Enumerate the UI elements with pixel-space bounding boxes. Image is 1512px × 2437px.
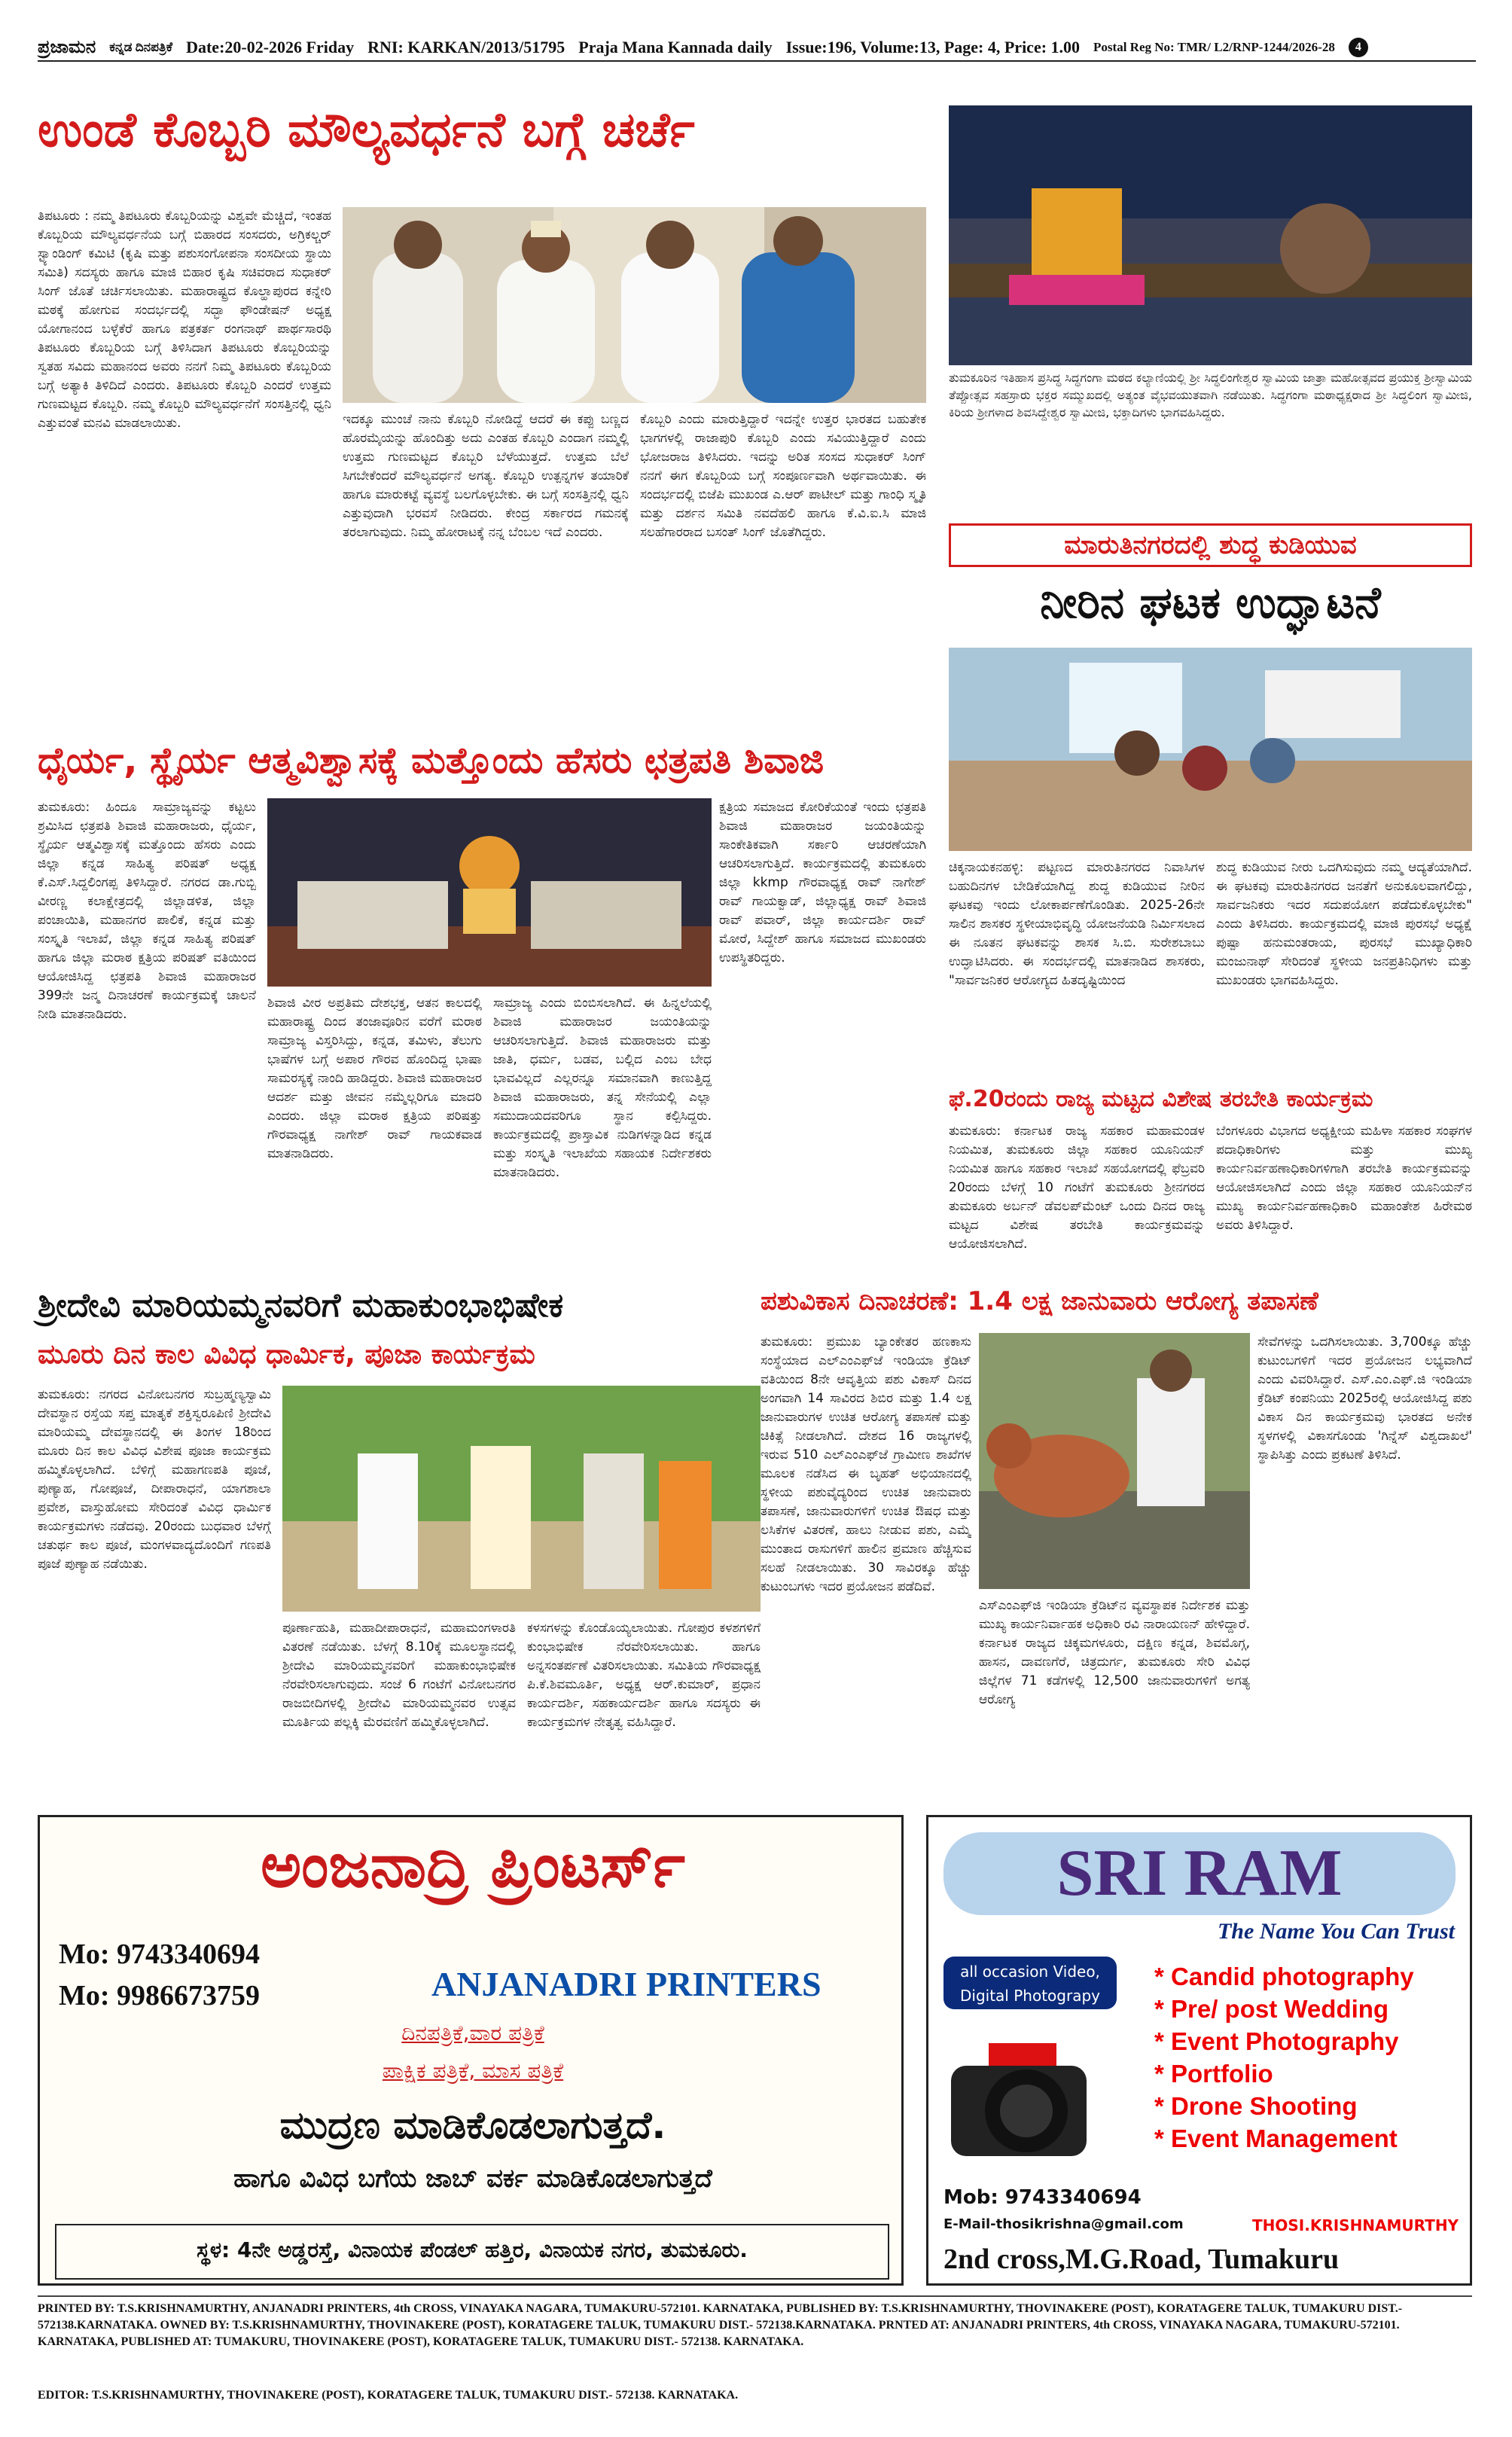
article4-col1: ತುಮಕೂರು: ನಗರದ ವಿನೋಬನಗರ ಸುಬ್ರಹ್ಮಣ್ಯಸ್ವಾಮಿ ದೇವಸ್ಥಾನ ರಸ್ತೆಯ ಸಪ್ತ ಮಾತೃಕೆ ಶಕ್ತಿಸ್ವರೂಪಿಣಿ ಶ್ರೀದೇವಿ ಮಾರಿಯಮ್ಮ ದೇವಸ್ಥಾನದಲ್ಲಿ ಈ ತಿಂಗಳ 18ರಿಂದ ಮೂರು ದಿನ ಕಾಲ ವಿವಿಧ ವಿಶೇಷ ಪೂಜಾ ಕಾರ್ಯಕ್ರಮ ಹಮ್ಮಿಕೊಳ್ಳಲಾಗಿದೆ. ಬೆಳಿಗ್ಗೆ ಮಹಾಗಣಪತಿ ಪೂಜೆ, ಪುಣ್ಯಾಹ, ಗೋಪೂಜೆ, ದೀಪಾರಾಧನೆ, ಯಾಗಶಾಲಾ ಪ್ರವೇಶ, ವಾಸ್ತುಹೋಮ ಸೇರಿದಂತೆ ವಿವಿಧ ಧಾರ್ಮಿಕ ಕಾರ್ಯಕ್ರಮಗಳು ನಡೆದವು. 20ರಂದು ಬುಧವಾರ ಬೆಳಗ್ಗೆ ಚತುರ್ಥ ಕಾಲ ಪೂಜೆ, ಮಂಗಳವಾದ್ಯದೊಂದಿಗೆ ಗಣಪತಿ ಪೂಜೆ ಪುಣ್ಯಾಹ ನಡೆಯಿತು. — [38, 1387, 271, 1572]
article2-sub-col2: ಬೆಂಗಳೂರು ವಿಭಾಗದ ಅಧ್ಯಕ್ಷೀಯ ಮಹಿಳಾ ಸಹಕಾರ ಸಂಘಗಳ ಪದಾಧಿಕಾರಿಗಳು ಮತ್ತು ಮುಖ್ಯ ಕಾರ್ಯನಿರ್ವಹಣಾಧಿಕಾರಿಗಳಿಗಾಗಿ ತರಬೇತಿ ಕಾರ್ಯಕ್ರಮವನ್ನು ಆಯೋಜಿಸಲಾಗಿದೆ ಎಂದು ಜಿಲ್ಲಾ ಸಹಕಾರ ಯೂನಿಯನ್‌ನ ಮುಖ್ಯ ಕಾರ್ಯನಿರ್ವಹಣಾಧಿಕಾರಿ ಮಹಾಂತೇಶ ಹಿರೇಮಠ ಅವರು ತಿಳಿಸಿದ್ದಾರೆ. — [1216, 1124, 1472, 1233]
article5-caption: ಎಸ್‌ಎಂಎಫ್‌ಜಿ ಇಂಡಿಯಾ ಕ್ರೆಡಿಟ್‌ನ ವ್ಯವಸ್ಥಾಪಕ ನಿರ್ದೇಶಕ ಮತ್ತು ಮುಖ್ಯ ಕಾರ್ಯನಿರ್ವಾಹಕ ಅಧಿಕಾರಿ ರವಿ ನಾರಾಯಣನ್ ಹೇಳಿದ್ದಾರೆ. ಕರ್ನಾಟಕ ರಾಜ್ಯದ ಚಿಕ್ಕಮಗಳೂರು, ದಕ್ಷಿಣ ಕನ್ನಡ, ಶಿವಮೊಗ್ಗ, ಹಾಸನ, ದಾವಣಗೆರೆ, ಚಿತ್ರದುರ್ಗ, ತುಮಕೂರು ಸೇರಿ ವಿವಿಧ ಜಿಲ್ಲೆಗಳ 71 ಕಡೆಗಳಲ್ಲಿ 12,500 ಜಾನುವಾರುಗಳಿಗೆ ಅಗತ್ಯ ಆರೋಗ್ಯ — [979, 1598, 1250, 1707]
sri-ram-brand: SRI RAM — [1056, 1837, 1343, 1910]
article5-photo — [979, 1333, 1250, 1589]
sri-ram-banner — [943, 1832, 1456, 1915]
page-number: 4 — [1349, 38, 1368, 57]
ad-address: ಸ್ಥಳ: 4ನೇ ಅಡ್ಡರಸ್ತೆ, ವಿನಾಯಕ ಪೆಂಡಲ್ ಹತ್ತಿರ, ವಿನಾಯಕ ನಗರ, ತುಮಕೂರು. — [197, 2237, 748, 2262]
article3-photo — [267, 798, 712, 987]
paper-logo: ಪ್ರಜಾಮನ — [38, 37, 96, 57]
sri-ram-badge: all occasion Video, Digital Photograpy — [943, 1957, 1117, 2009]
ad-line-4: ಹಾಗೂ ವಿವಿಧ ಬಗೆಯ ಜಾಬ್ ವರ್ಕ ಮಾಡಿಕೊಡಲಾಗುತ್ತದೆ — [233, 2164, 712, 2194]
paper-name: Praja Mana Kannada daily — [578, 38, 773, 56]
article2-photo — [949, 648, 1472, 851]
ad-line-2: ಪಾಕ್ಷಿಕ ಪತ್ರಿಕೆ, ಮಾಸ ಪತ್ರಿಕೆ — [382, 2058, 564, 2083]
article2-kicker: ಮಾರುತಿನಗರದಲ್ಲಿ ಶುದ್ಧ ಕುಡಿಯುವ — [1064, 530, 1357, 560]
service-item: * Portfolio — [1154, 2060, 1273, 2088]
article3-col1: ತುಮಕೂರು: ಹಿಂದೂ ಸಾಮ್ರಾಜ್ಯವನ್ನು ಕಟ್ಟಲು ಶ್ರಮಿಸಿದ ಛತ್ರಪತಿ ಶಿವಾಜಿ ಮಹಾರಾಜರು, ಧೈರ್ಯ, ಸ್ಥೈರ್ಯ ಆತ್ಮವಿಶ್ವಾಸಕ್ಕೆ ಮತ್ತೊಂದು ಹೆಸರು ಎಂದು ಜಿಲ್ಲಾ ಕನ್ನಡ ಸಾಹಿತ್ಯ ಪರಿಷತ್ ಅಧ್ಯಕ್ಷ ಕೆ.ಎಸ್.ಸಿದ್ದಲಿಂಗಪ್ಪ ತಿಳಿಸಿದ್ದಾರೆ. ನಗರದ ಡಾ.ಗುಬ್ಬಿ ವೀರಣ್ಣ ಕಲಾಕ್ಷೇತ್ರದಲ್ಲಿ ಜಿಲ್ಲಾಡಳಿತ, ಜಿಲ್ಲಾ ಪಂಚಾಯಿತಿ, ಮಹಾನಗರ ಪಾಲಿಕೆ, ಕನ್ನಡ ಮತ್ತು ಸಂಸ್ಕೃತಿ ಇಲಾಖೆ, ಜಿಲ್ಲಾ ಕನ್ನಡ ಸಾಹಿತ್ಯ ಪರಿಷತ್ ಹಾಗೂ ಜಿಲ್ಲಾ ಮರಾಠ ಕ್ಷತ್ರಿಯ ಪರಿಷತ್ ವತಿಯಿಂದ ಆಯೋಜಿಸಿದ್ದ ಛತ್ರಪತಿ ಶಿವಾಜಿ ಮಹಾರಾಜರ 399ನೇ ಜನ್ಮ ದಿನಾಚರಣೆ ಕಾರ್ಯಕ್ರಮಕ್ಕೆ ಚಾಲನೆ ನೀಡಿ ಮಾತನಾಡಿದರು. — [38, 800, 256, 1022]
article2-col2: ಶುದ್ಧ ಕುಡಿಯುವ ನೀರು ಒದಗಿಸುವುದು ನಮ್ಮ ಆದ್ಯತೆಯಾಗಿದೆ. ಈ ಘಟಕವು ಮಾರುತಿನಗರದ ಜನತೆಗೆ ಅನುಕೂಲವಾಗಲಿದ್ದು, ಸಾರ್ವಜನಿಕರು ಇದರ ಸದುಪಯೋಗ ಪಡೆದುಕೊಳ್ಳಬೇಕು" ಎಂದು ತಿಳಿಸಿದರು. ಕಾರ್ಯಕ್ರಮದಲ್ಲಿ ಮಾಜಿ ಪುರಸಭೆ ಅಧ್ಯಕ್ಷೆ ಪುಷ್ಪಾ ಹನುಮಂತರಾಯ, ಪುರಸಭೆ ಮುಖ್ಯಾಧಿಕಾರಿ ಮಂಜುನಾಥ್ ಸೇರಿದಂತೆ ಸ್ಥಳೀಯ ಜನಪ್ರತಿನಿಧಿಗಳು ಮತ್ತು ಮುಖಂಡರು ಭಾಗವಹಿಸಿದ್ದರು. — [1216, 860, 1472, 988]
article4-photo — [282, 1386, 761, 1612]
ad-phone-2: Mo: 9986673759 — [59, 1980, 261, 2012]
service-item: * Drone Shooting — [1154, 2092, 1358, 2120]
article5-headline: ಪಶುವಿಕಾಸ ದಿನಾಚರಣೆ: 1.4 ಲಕ್ಷ ಜಾನುವಾರು ಆರೋಗ್ಯ ತಪಾಸಣೆ — [761, 1286, 1318, 1316]
article1-col2: ಇದಕ್ಕೂ ಮುಂಚೆ ನಾನು ಕೊಬ್ಬರಿ ನೋಡಿದ್ದೆ ಆದರೆ ಈ ಕಪ್ಪು ಬಣ್ಣದ ಹೊರಮೈಯನ್ನು ಹೊಂದಿತ್ತು ಅದು ಎಂತಹ ಕೊಬ್ಬರಿ ಎಂದಾಗ ನಮ್ಮಲ್ಲಿ ಉತ್ತಮ ಗುಣಮಟ್ಟದ ಕೊಬ್ಬರಿ ಬೆಳೆಯುತ್ತದೆ. ಉತ್ತಮ ಬೆಲೆ ಸಿಗಬೇಕೆಂದರೆ ಮೌಲ್ಯವರ್ಧನೆ ಅಗತ್ಯ. ಕೊಬ್ಬರಿ ಉತ್ಪನ್ನಗಳ ತಯಾರಿಕೆ ಹಾಗೂ ಮಾರುಕಟ್ಟೆ ವ್ಯವಸ್ಥೆ ಬಲಗೊಳ್ಳಬೇಕು. ಈ ಬಗ್ಗೆ ಸಂಸತ್ತಿನಲ್ಲಿ ಧ್ವನಿ ಎತ್ತುವುದಾಗಿ ಭರವಸೆ ನೀಡಿದರು. ಕೇಂದ್ರ ಸರ್ಕಾರದ ಗಮನಕ್ಕೆ ತರಲಾಗುವುದು. ನಿಮ್ಮ ಹೋರಾಟಕ್ಕೆ ನನ್ನ ಬೆಂಬಲ ಇದೆ ಎಂದರು. — [343, 412, 629, 540]
sri-ram-address: 2nd cross,M.G.Road, Tumakuru — [943, 2243, 1340, 2275]
festival-caption: ತುಮಕೂರಿನ ಇತಿಹಾಸ ಪ್ರಸಿದ್ಧ ಸಿದ್ಧಗಂಗಾ ಮಠದ ಕಲ್ಯಾಣಿಯಲ್ಲಿ ಶ್ರೀ ಸಿದ್ಧಲಿಂಗೇಶ್ವರ ಸ್ವಾಮಿಯ ಜಾತ್ರಾ ಮಹೋತ್ಸವದ ಪ್ರಯುಕ್ತ ಶ್ರೀಸ್ವಾಮಿಯ ತೆಪ್ಪೋತ್ಸವ ಸಹಸ್ರಾರು ಭಕ್ತರ ಸಮ್ಮುಖದಲ್ಲಿ ಅತ್ಯಂತ ವೈಭವಯುತವಾಗಿ ನಡೆಯಿತು. ಸಿದ್ಧಗಂಗಾ ಮಠಾಧ್ಯಕ್ಷರಾದ ಶ್ರೀ ಸಿದ್ಧಲಿಂಗ ಸ್ವಾಮೀಜಿ, ಕಿರಿಯ ಶ್ರೀಗಳಾದ ಶಿವಸಿದ್ದೇಶ್ವರ ಸ್ವಾಮೀಜಿ, ಭಕ್ತಾದಿಗಳು ಭಾಗವಹಿಸಿದ್ದರು. — [949, 371, 1472, 419]
sri-ram-services — [1154, 1960, 1463, 2155]
cattle-health-camp-image — [979, 1333, 1250, 1589]
sri-ram-email: E-Mail-thosikrishna@gmail.com — [943, 2216, 1184, 2232]
article1-col1: ತಿಪಟೂರು : ನಮ್ಮ ತಿಪಟೂರು ಕೊಬ್ಬರಿಯನ್ನು ವಿಶ್ವವೇ ಮೆಚ್ಚಿದೆ, ಇಂತಹ ಕೊಬ್ಬರಿಯ ಮೌಲ್ಯವರ್ಧನೆಯ ಬಗ್ಗೆ ಬಿಹಾರದ ಸಂಸದರು, ಅಗ್ರಿಕಲ್ಚರ್ ಸ್ಟ್ಯಾಂಡಿಂಗ್ ಕಮಿಟಿ (ಕೃಷಿ ಮತ್ತು ಪಶುಸಂಗೋಪನಾ ಸಂಸದೀಯ ಸ್ಥಾಯಿ ಸಮಿತಿ) ಸದಸ್ಯರು ಹಾಗೂ ಮಾಜಿ ಬಿಹಾರ ಕೃಷಿ ಸಚಿವರಾದ ಸುಧಾಕರ್ ಸಿಂಗ್ ಜೊತೆ ಚರ್ಚಿಸಲಾಯಿತು. ಮಹಾರಾಷ್ಟ್ರದ ಕೊಲ್ಹಾಪುರದ ಕನ್ನೇರಿ ಮಠಕ್ಕೆ ಹೋಗುವ ಸಂದರ್ಭದಲ್ಲಿ ಸದ್ಭಾ ಫೌಂಡೇಷನ್ ಅಧ್ಯಕ್ಷ ಯೋಗಾನಂದ ಬಳ್ಳೆಕೆರೆ ಹಾಗೂ ಪತ್ರಕರ್ತ ರಂಗನಾಥ್ ಪಾರ್ಥಸಾರಥಿ ತಿಪಟೂರು ಕೊಬ್ಬರಿಯ ಬಗ್ಗೆ ತಿಳಿಸಿದಾಗ ತಿಪಟೂರು ಕೊಬ್ಬರಿಯನ್ನು ಸ್ವತಹ ಸವಿದು ಮಹಾನಂದ ಅವರು ನನಗೆ ನಿಮ್ಮ ತಿಪಟೂರು ಕೊಬ್ಬರಿಯ ಬಗ್ಗೆ ಅತ್ಯಾಕಿ ತಿಳಿದಿದೆ ಎಂದರು. ತಿಪಟೂರು ಕೊಬ್ಬರಿ ಎಂದರೆ ಉತ್ತಮ ಗುಣಮಟ್ಟದ ಕೊಬ್ಬರಿ. ನಮ್ಮ ಕೊಬ್ಬರಿ ಮೌಲ್ಯವರ್ಧನೆಗೆ ಸಂಸತ್ತಿನಲ್ಲಿ ಧ್ವನಿ ಎತ್ತುವಂತೆ ಮನವಿ ಮಾಡಲಾಯಿತು. — [38, 209, 331, 431]
ad-phone-1: Mo: 9743340694 — [59, 1938, 261, 1970]
article2-headline: ನೀರಿನ ಘಟಕ ಉದ್ಘಾಟನೆ — [1040, 577, 1381, 628]
postal-reg: Postal Reg No: TMR/ L2/RNP-1244/2026-28 — [1093, 40, 1335, 54]
ad-line-1: ದಿನಪತ್ರಿಕೆ,ವಾರ ಪತ್ರಿಕೆ — [401, 2021, 544, 2045]
service-item: * Pre/ post Wedding — [1154, 1995, 1389, 2023]
issue-date: Date:20-02-2026 Friday — [186, 38, 355, 56]
rni-number: RNI: KARKAN/2013/51795 — [367, 38, 565, 56]
sri-ram-name: THOSI.KRISHNAMURTHY — [1252, 2216, 1459, 2234]
article4-col3: ಕಳಸಗಳನ್ನು ಕೊಂಡೊಯ್ಯಲಾಯಿತು. ಗೋಪುರ ಕಳಶಗಳಿಗೆ ಕುಂಭಾಭಿಷೇಕ ನೆರವೇರಿಸಲಾಯಿತು. ಹಾಗೂ ಅನ್ನಸಂತರ್ಪಣೆ ವಿತರಿಸಲಾಯಿತು. ಸಮಿತಿಯ ಗೌರವಾಧ್ಯಕ್ಷ ಪಿ.ಕೆ.ಶಿವಮೂರ್ತಿ, ಅಧ್ಯಕ್ಷ ಆರ್.ಕುಮಾರ್, ಪ್ರಧಾನ ಕಾರ್ಯದರ್ಶಿ, ಸಹಕಾರ್ಯದರ್ಶಿ ಹಾಗೂ ಸದಸ್ಯರು ಈ ಕಾರ್ಯಕ್ರಮಗಳ ನೇತೃತ್ವ ವಹಿಸಿದ್ದಾರೆ. — [527, 1621, 761, 1730]
ad-address-box — [55, 2224, 889, 2280]
sri-ram-ad — [926, 1815, 1472, 2286]
article4-headline: ಶ್ರೀದೇವಿ ಮಾರಿಯಮ್ಮನವರಿಗೆ ಮಹಾಕುಂಭಾಭಿಷೇಕ — [38, 1286, 564, 1325]
service-item: * Candid photography — [1154, 1963, 1414, 1990]
anjanadri-printers-ad — [38, 1815, 904, 2286]
sri-ram-mobile: Mob: 9743340694 — [943, 2186, 1142, 2209]
article3-col3: ಸಾಮ್ರಾಜ್ಯ ಎಂದು ಬಿಂಬಿಸಲಾಗಿದೆ. ಈ ಹಿನ್ನಲೆಯಲ್ಲಿ ಶಿವಾಜಿ ಮಹಾರಾಜರ ಜಯಂತಿಯನ್ನು ಆಚರಿಸಲಾಗುತ್ತಿದೆ. ಶಿವಾಜಿ ಮಹಾರಾಜರು ಮತ್ತು ಜಾತಿ, ಧರ್ಮ, ಬಡವ, ಬಲ್ಲಿದ ಎಂಬ ಬೇಧ ಭಾವವಿಲ್ಲದೆ ಎಲ್ಲರನ್ನೂ ಸಮಾನವಾಗಿ ಕಾಣುತ್ತಿದ್ದ ಶಿವಾಜಿ ಮಹಾರಾಜರು, ತನ್ನ ಸೇನೆಯಲ್ಲಿ ಎಲ್ಲಾ ಸಮುದಾಯದವರಿಗೂ ಸ್ಥಾನ ಕಲ್ಪಿಸಿದ್ದರು. ಕಾರ್ಯಕ್ರಮದಲ್ಲಿ ಪ್ರಾಸ್ತಾವಿಕ ನುಡಿಗಳನ್ನಾಡಿದ ಕನ್ನಡ ಮತ್ತು ಸಂಸ್ಕೃತಿ ಇಲಾಖೆಯ ಸಹಾಯಕ ನಿರ್ದೇಶಕರು ಮಾತನಾಡಿದರು. — [493, 996, 712, 1180]
temple-ceremony-image — [282, 1386, 761, 1612]
sri-ram-slogan: The Name You Can Trust — [1217, 1919, 1455, 1944]
camera-lens-icon — [943, 2021, 1124, 2179]
ad-brand-kn: ಅಂಜನಾದ್ರಿ ಪ್ರಿಂಟರ್ಸ್ — [261, 1830, 685, 1902]
article1-col3: ಕೊಬ್ಬರಿ ಎಂದು ಮಾರುತ್ತಿದ್ದಾರೆ ಇದನ್ನೇ ಉತ್ತರ ಭಾರತದ ಬಹುತೇಕ ಭಾಗಗಳಲ್ಲಿ ರಾಜಾಪುರಿ ಕೊಬ್ಬರಿ ಎಂದು ಸವಿಯುತ್ತಿದ್ದಾರೆ ಎಂದು ಭೋಜರಾಜ ತಿಳಿಸಿದರು. ಇದನ್ನು ಅರಿತ ಸಂಸದ ಸುಧಾಕರ್ ಸಿಂಗ್ ನನಗೆ ಈಗ ಕೊಬ್ಬರಿಯ ಬಗ್ಗೆ ಸಂಪೂರ್ಣವಾಗಿ ಅರ್ಥವಾಯಿತು. ಈ ಸಂದರ್ಭದಲ್ಲಿ ಬಿಜೆಪಿ ಮುಖಂಡ ಎ.ಆರ್ ಪಾಟೀಲ್ ಮತ್ತು ಗಾಂಧಿ ಸ್ಮೃತಿ ಮತ್ತು ದರ್ಶನ ಸಮಿತಿ ನವದೆಹಲಿ ಹಾಗೂ ಕೆ.ವಿ.ಐ.ಸಿ ಮಾಜಿ ಸಲಹೆಗಾರರಾದ ಬಸಂತ್ ಸಿಂಗ್ ಜೊತೆಗಿದ್ದರು. — [640, 412, 926, 540]
article2-kicker-box — [949, 523, 1472, 567]
article5-col1: ತುಮಕೂರು: ಪ್ರಮುಖ ಬ್ಯಾಂಕೇತರ ಹಣಕಾಸು ಸಂಸ್ಥೆಯಾದ ಎಲ್‌ಎಂಎಫ್‌ಜೆ ಇಂಡಿಯಾ ಕ್ರೆಡಿಟ್ ವತಿಯಿಂದ 8ನೇ ಆವೃತ್ತಿಯ ಪಶು ವಿಕಾಸ್ ದಿನದ ಅಂಗವಾಗಿ 14 ಸಾವಿರದ ಶಿಬಿರ ಮತ್ತು 1.4 ಲಕ್ಷ ಜಾನುವಾರುಗಳ ಉಚಿತ ಆರೋಗ್ಯ ತಪಾಸಣೆ ಮತ್ತು ಚಿಕಿತ್ಸೆ ನೀಡಲಾಗಿದೆ. ದೇಶದ 16 ರಾಜ್ಯಗಳಲ್ಲಿ ಇರುವ 510 ಎಲ್‌ಎಂಎಫ್‌ಜೆ ಗ್ರಾಮೀಣ ಶಾಖೆಗಳ ಮೂಲಕ ನಡೆಸಿದ ಈ ಬೃಹತ್ ಅಭಿಯಾನದಲ್ಲಿ ಸ್ಥಳೀಯ ಪಶುವೈದ್ಯರಿಂದ ಉಚಿತ ಜಾನುವಾರು ತಪಾಸಣೆ, ಜಾನುವಾರುಗಳಿಗೆ ಉಚಿತ ಔಷಧ ಮತ್ತು ಲಸಿಕೆಗಳ ವಿತರಣೆ, ಹಾಲು ನೀಡುವ ಪಶು, ಎಮ್ಮೆ ಮುಂತಾದ ರಾಸುಗಳಿಗೆ ಹಾಲಿನ ಪ್ರಮಾಣ ಹೆಚ್ಚಿಸುವ ಸಲಹೆ ನೀಡಲಾಯಿತು. 30 ಸಾವಿರಕ್ಕೂ ಹೆಚ್ಚು ಕುಟುಂಬಗಳು ಇದರ ಪ್ರಯೋಜನ ಪಡೆದಿವೆ. — [761, 1334, 971, 1594]
issue-info: Issue:196, Volume:13, Page: 4, Price: 1.00 — [785, 38, 1081, 56]
article1-photo — [343, 207, 926, 403]
article3-headline: ಧೈರ್ಯ, ಸ್ಥೈರ್ಯ ಆತ್ಮವಿಶ್ವಾಸಕ್ಕೆ ಮತ್ತೊಂದು ಹೆಸರು ಛತ್ರಪತಿ ಶಿವಾಜಿ — [38, 740, 825, 782]
footer-divider — [38, 2295, 1472, 2297]
article3-col2: ಶಿವಾಜಿ ವೀರ ಅಪ್ರತಿಮ ದೇಶಭಕ್ತ, ಆತನ ಕಾಲದಲ್ಲಿ ಮಹಾರಾಷ್ಟ್ರ ದಿಂದ ತಂಜಾವೂರಿನ ವರೆಗೆ ಮರಾಠ ಸಾಮ್ರಾಜ್ಯ ವಿಸ್ತರಿಸಿದ್ದು, ಕನ್ನಡ, ತಮಿಳು, ತೆಲುಗು ಭಾಷೆಗಳ ಬಗ್ಗೆ ಅಪಾರ ಗೌರವ ಹೊಂದಿದ್ದ ಭಾಷಾ ಸಾಮರಸ್ಯಕ್ಕೆ ನಾಂದಿ ಹಾಡಿದ್ದರು. ಶಿವಾಜಿ ಮಹಾರಾಜರ ಆದರ್ಶ ಮತ್ತು ಜೀವನ ನಮ್ಮೆಲ್ಲರಿಗೂ ಮಾದರಿ ಎಂದರು. ಜಿಲ್ಲಾ ಮರಾಠ ಕ್ಷತ್ರಿಯ ಪರಿಷತ್ತು ಗೌರವಾಧ್ಯಕ್ಷ ನಾಗೇಶ್ ರಾವ್ ಗಾಯಕವಾಡ ಮಾತನಾಡಿದರು. — [267, 996, 482, 1161]
article4-kicker: ಮೂರು ದಿನ ಕಾಲ ವಿವಿಧ ಧಾರ್ಮಿಕ, ಪೂಜಾ ಕಾರ್ಯಕ್ರಮ — [38, 1339, 535, 1370]
article2-col1: ಚಿಕ್ಕನಾಯಕನಹಳ್ಳಿ: ಪಟ್ಟಣದ ಮಾರುತಿನಗರದ ನಿವಾಸಿಗಳ ಬಹುದಿನಗಳ ಬೇಡಿಕೆಯಾಗಿದ್ದ ಶುದ್ಧ ಕುಡಿಯುವ ನೀರಿನ ಘಟಕವು ಇಂದು ಲೋಕಾರ್ಪಣೆಗೊಂಡಿತು. 2025-26ನೇ ಸಾಲಿನ ಶಾಸಕರ ಸ್ಥಳೀಯಾಭಿವೃದ್ಧಿ ಯೋಜನೆಯಡಿ ನಿರ್ಮಿಸಲಾದ ಈ ನೂತನ ಘಟಕವನ್ನು ಶಾಸಕ ಸಿ.ಬಿ. ಸುರೇಶಬಾಬು ಉದ್ಘಾಟಿಸಿದರು. ಈ ಸಂದರ್ಭದಲ್ಲಿ ಮಾತನಾಡಿದ ಶಾಸಕರು, "ಸಾರ್ವಜನಿಕರ ಆರೋಗ್ಯದ ಹಿತದೃಷ್ಟಿಯಿಂದ — [949, 860, 1205, 988]
ad-line-3: ಮುದ್ರಣ ಮಾಡಿಕೊಡಲಾಗುತ್ತದೆ. — [279, 2103, 666, 2147]
article3-col4: ಕ್ಷತ್ರಿಯ ಸಮಾಜದ ಕೋರಿಕೆಯಂತೆ ಇಂದು ಛತ್ರಪತಿ ಶಿವಾಜಿ ಮಹಾರಾಜರ ಜಯಂತಿಯನ್ನು ಸಾಂಕೇತಿಕವಾಗಿ ಸರ್ಕಾರಿ ಆಚರಣೆಯಾಗಿ ಆಚರಿಸಲಾಗುತ್ತಿದೆ. ಕಾರ್ಯಕ್ರಮದಲ್ಲಿ ತುಮಕೂರು ಜಿಲ್ಲಾ kkmp ಗೌರವಾಧ್ಯಕ್ಷ ರಾವ್ ನಾಗೇಶ್ ರಾವ್ ಗಾಯಕ್ವಾಡ್, ಜಿಲ್ಲಾಧ್ಯಕ್ಷ ರಾವ್ ಶಿವಾಜಿ ರಾವ್ ಪವಾರ್, ಜಿಲ್ಲಾ ಕಾರ್ಯದರ್ಶಿ ರಾವ್ ಮೋರೆ, ಸಿದ್ದೇಶ್ ಹಾಗೂ ಸಮಾಜದ ಮುಖಂಡರು ಉಪಸ್ಥಿತರಿದ್ದರು. — [719, 800, 926, 965]
article4-col2: ಪೂರ್ಣಾಹುತಿ, ಮಹಾದೀಪಾರಾಧನೆ, ಮಹಾಮಂಗಳಾರತಿ ವಿತರಣೆ ನಡೆಯಿತು. ಬೆಳಗ್ಗೆ 8.10ಕ್ಕೆ ಮೂಲಸ್ಥಾನದಲ್ಲಿ ಶ್ರೀದೇವಿ ಮಾರಿಯಮ್ಮನವರಿಗೆ ಮಹಾಕುಂಭಾಭಿಷೇಕ ನೆರವೇರಿಸಲಾಗುವುದು. ಸಂಜೆ 6 ಗಂಟೆಗೆ ವಿನೋಬನಗರ ರಾಜಬೀದಿಗಳಲ್ಲಿ ಶ್ರೀದೇವಿ ಮಾರಿಯಮ್ಮನವರ ಉತ್ಸವ ಮೂರ್ತಿಯ ಪಲ್ಲಕ್ಕಿ ಮೆರವಣಿಗೆ ಹಮ್ಮಿಕೊಳ್ಳಲಾಗಿದೆ. — [282, 1621, 516, 1730]
article5-col2: ಸೇವೆಗಳನ್ನು ಒದಗಿಸಲಾಯಿತು. 3,700ಕ್ಕೂ ಹೆಚ್ಚು ಕುಟುಂಬಗಳಿಗೆ ಇದರ ಪ್ರಯೋಜನ ಲಭ್ಯವಾಗಿದೆ ಎಂದು ವಿವರಿಸಿದ್ದಾರೆ. ಎಸ್.ಎಂ.ಎಫ್.ಜಿ ಇಂಡಿಯಾ ಕ್ರೆಡಿಟ್ ಕಂಪನಿಯು 2025ರಲ್ಲಿ ಆಯೋಜಿಸಿದ್ದ ಪಶು ವಿಕಾಸ ದಿನ ಕಾರ್ಯಕ್ರಮವು ಭಾರತದ ಅನೇಕ ಸ್ಥಳಗಳಲ್ಲಿ ವಿಕಾಸಗೊಂಡು 'ಗಿನ್ನೆಸ್ ವಿಶ್ವದಾಖಲೆ' ಸ್ಥಾಪಿಸಿತ್ತು ಎಂದು ಪ್ರಕಟಣೆ ತಿಳಿಸಿದೆ. — [1257, 1334, 1472, 1463]
festival-photo — [949, 105, 1472, 365]
footer-imprint: PRINTED BY: T.S.KRISHNAMURTHY, ANJANADRI PRINTERS, 4th CROSS, VINAYAKA NAGARA, TUMAKURU-572101. KARNATAKA, PUBLISHED BY: T.S.KRISHNAMURTHY, THOVINAKERE (POST), KORATAGERE TALUK, TUMAKURU DIST.- 572138.KARNATAKA. OWNED BY: T.S.KRISHNAMURTHY, THOVINAKERE (POST), KORATAGERE TALUK, TUMAKURU DIST.- 572138.KARNATAKA. PRNTED AT: ANJANADRI PRINTERS, 4th CROSS, VINAYAKA NAGARA, TUMAKURU-572101. KARNATAKA, PUBLISHED AT: TUMAKURU, THOVINAKERE (POST), KORATAGERE TALUK, TUMAKURU DIST.- 572138. KARNATAKA. — [38, 2302, 1403, 2348]
masthead — [38, 35, 1476, 62]
officials-group-photo — [343, 207, 926, 403]
article2-sub-col1: ತುಮಕೂರು: ಕರ್ನಾಟಕ ರಾಜ್ಯ ಸಹಕಾರ ಮಹಾಮಂಡಳ ನಿಯಮಿತ, ತುಮಕೂರು ಜಿಲ್ಲಾ ಸಹಕಾರ ಯೂನಿಯನ್ ನಿಯಮಿತ ಹಾಗೂ ಸಹಕಾರ ಇಲಾಖೆ ಸಹಯೋಗದಲ್ಲಿ ಫೆಬ್ರವರಿ 20ರಂದು ಬೆಳಗ್ಗೆ 10 ಗಂಟೆಗೆ ತುಮಕೂರು ಶ್ರೀನಗರದ ತುಮಕೂರು ಅರ್ಬನ್ ಡೆವಲಪ್‌ಮೆಂಟ್ ಒಂದು ದಿನದ ರಾಜ್ಯ ಮಟ್ಟದ ವಿಶೇಷ ತರಬೇತಿ ಕಾರ್ಯಕ್ರಮವನ್ನು ಆಯೋಜಿಸಲಾಗಿದೆ. — [949, 1124, 1205, 1252]
service-item: * Event Photography — [1154, 2027, 1399, 2055]
ad-brand-en: ANJANADRI PRINTERS — [431, 1965, 822, 2003]
article2-sub-headline: ಫೆ.20ರಂದು ರಾಜ್ಯ ಮಟ್ಟದ ವಿಶೇಷ ತರಬೇತಿ ಕಾರ್ಯಕ್ರಮ — [949, 1086, 1373, 1112]
service-item: * Event Management — [1154, 2124, 1398, 2152]
shivaji-jayanti-stage-image — [267, 798, 712, 987]
boat-festival-image — [949, 105, 1472, 365]
water-plant-inauguration-image — [949, 648, 1472, 851]
footer-editor: EDITOR: T.S.KRISHNAMURTHY, THOVINAKERE (POST), KORATAGERE TALUK, TUMAKURU DIST.- 572138. KARNATAKA. — [38, 2389, 739, 2402]
paper-tagline: ಕನ್ನಡ ದಿನಪತ್ರಿಕೆ — [109, 40, 173, 54]
article1-headline: ಉಂಡೆ ಕೊಬ್ಬರಿ ಮೌಲ್ಯವರ್ಧನೆ ಬಗ್ಗೆ ಚರ್ಚೆ — [38, 102, 695, 158]
